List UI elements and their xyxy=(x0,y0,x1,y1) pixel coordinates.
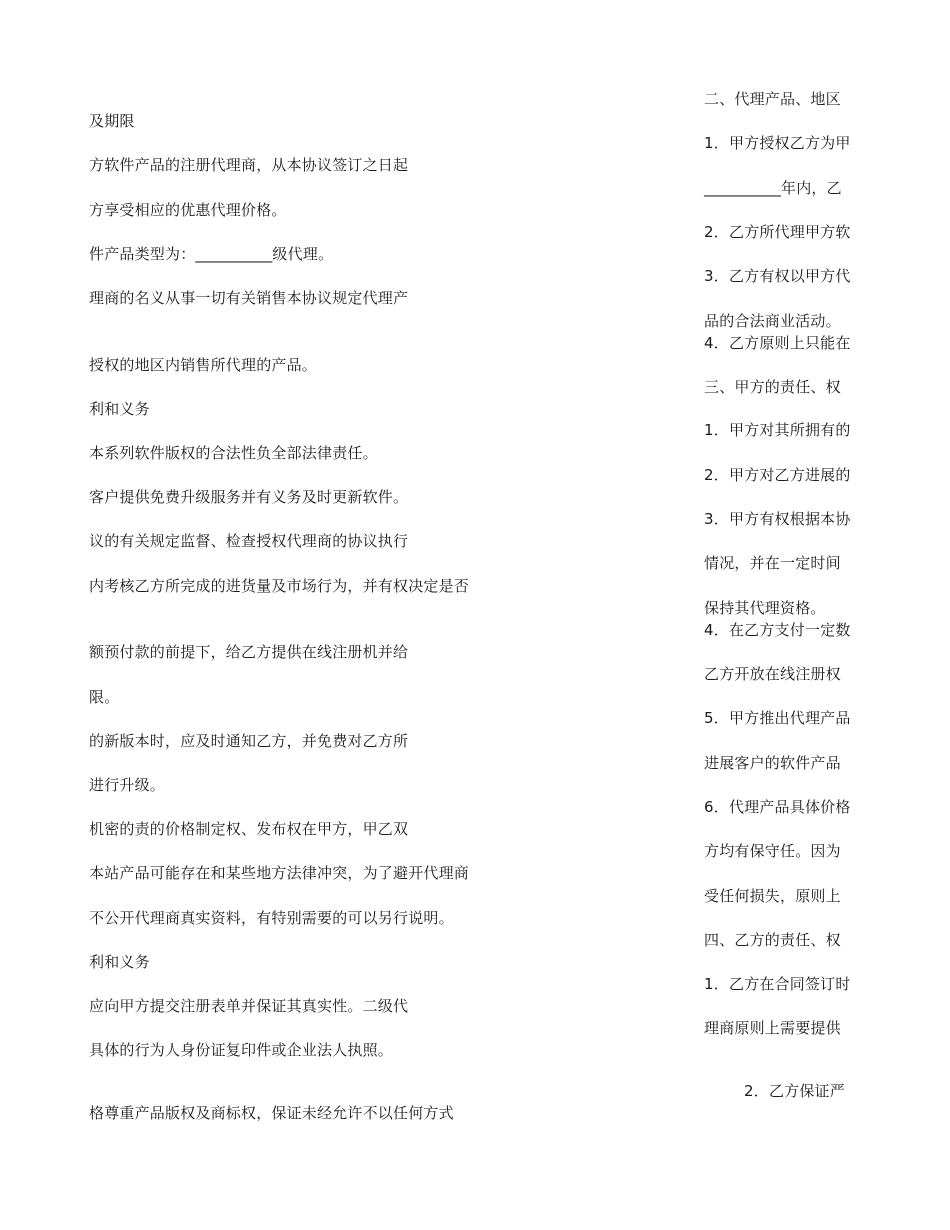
left-text-line: 不公开代理商真实资料，有特别需要的可以另行说明。 xyxy=(89,909,454,927)
right-text-line: 1．乙方在合同签订时 xyxy=(704,975,851,993)
left-text-line: 利和义务 xyxy=(89,400,150,418)
right-text-line: 三、甲方的责任、权 xyxy=(704,378,841,396)
right-text-line: 情况，并在一定时间 xyxy=(704,554,841,572)
right-text-line: 3．乙方有权以甲方代 xyxy=(704,267,851,285)
right-text-line: 2．乙方保证严 xyxy=(744,1082,845,1100)
left-text-line: 进行升级。 xyxy=(89,776,166,794)
right-text-line: 四、乙方的责任、权 xyxy=(704,931,841,949)
right-text-line: 保持其代理资格。 xyxy=(704,599,826,617)
right-text-line: 3．甲方有权根据本协 xyxy=(704,510,851,528)
right-text-line: 1．甲方对其所拥有的 xyxy=(704,421,851,439)
left-text-line: 具体的行为人身份证复印件或企业法人执照。 xyxy=(89,1041,394,1059)
right-text-line: 4．在乙方支付一定数 xyxy=(704,621,851,639)
right-text-line: 2．乙方所代理甲方软 xyxy=(704,223,851,241)
left-text-line: 方软件产品的注册代理商，从本协议签订之日起 xyxy=(89,156,409,174)
left-text-line: 及期限 xyxy=(89,112,135,130)
right-text-line: 理商原则上需要提供 xyxy=(704,1019,841,1037)
left-text-line: 授权的地区内销售所代理的产品。 xyxy=(89,356,318,374)
right-text-line: 乙方开放在线注册权 xyxy=(704,665,841,683)
left-text-line: 方享受相应的优惠代理价格。 xyxy=(89,201,287,219)
right-text-line: 2．甲方对乙方进展的 xyxy=(704,466,851,484)
right-text-line: 二、代理产品、地区 xyxy=(704,90,841,108)
right-text-line: 5．甲方推出代理产品 xyxy=(704,709,851,727)
left-text-line: 本系列软件版权的合法性负全部法律责任。 xyxy=(89,444,378,462)
right-text-line: 进展客户的软件产品 xyxy=(704,754,841,772)
left-text-line: 限。 xyxy=(89,688,120,706)
left-text-line: 机密的责的价格制定权、发布权在甲方，甲乙双 xyxy=(89,820,409,838)
left-text-line: 议的有关规定监督、检查授权代理商的协议执行 xyxy=(89,532,409,550)
left-text-line: 格尊重产品版权及商标权，保证未经允许不以任何方式 xyxy=(89,1104,454,1122)
left-text-line: 应向甲方提交注册表单并保证其真实性。二级代 xyxy=(89,997,409,1015)
left-text-line: 件产品类型为：__________级代理。 xyxy=(89,245,334,263)
right-text-line: 品的合法商业活动。 xyxy=(704,312,841,330)
right-text-line: __________年内，乙 xyxy=(704,179,842,197)
left-text-line: 内考核乙方所完成的进货量及市场行为，并有权决定是否 xyxy=(89,577,470,595)
right-text-line: 6．代理产品具体价格 xyxy=(704,798,851,816)
left-text-line: 利和义务 xyxy=(89,953,150,971)
right-text-line: 1．甲方授权乙方为甲 xyxy=(704,134,851,152)
left-text-line: 额预付款的前提下，给乙方提供在线注册机并给 xyxy=(89,643,409,661)
left-text-line: 本站产品可能存在和某些地方法律冲突，为了避开代理商 xyxy=(89,864,470,882)
right-text-line: 4．乙方原则上只能在 xyxy=(704,334,851,352)
right-text-line: 受任何损失，原则上 xyxy=(704,887,841,905)
left-text-line: 理商的名义从事一切有关销售本协议规定代理产 xyxy=(89,289,409,307)
left-text-line: 客户提供免费升级服务并有义务及时更新软件。 xyxy=(89,488,409,506)
right-text-line: 方均有保守任。因为 xyxy=(704,842,841,860)
left-text-line: 的新版本时，应及时通知乙方，并免费对乙方所 xyxy=(89,732,409,750)
